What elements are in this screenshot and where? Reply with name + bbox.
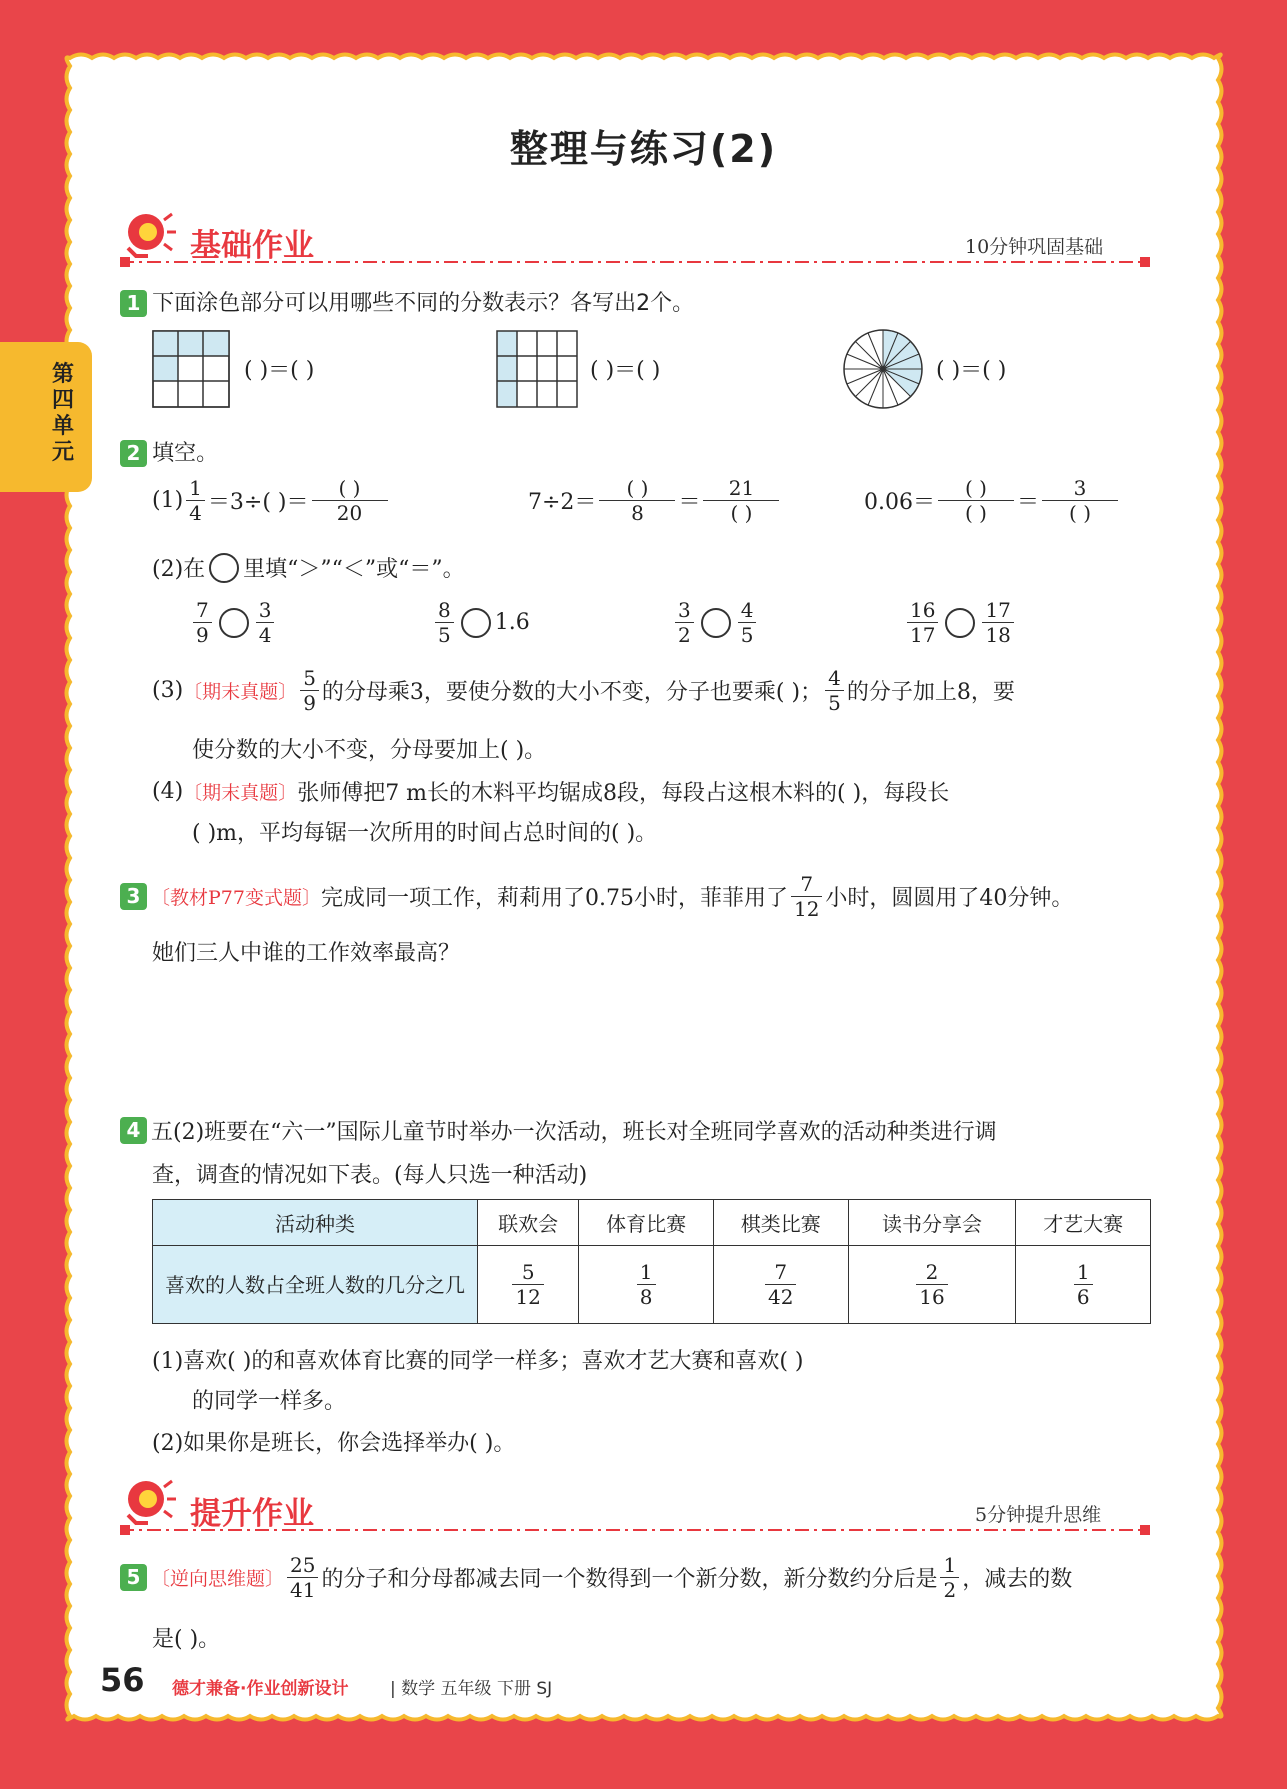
part-text[interactable]: 张师傅把7 m长的木料平均锯成8段，每段占这根木料的( )，每段长 (297, 781, 950, 806)
section-note-basic: 10分钟巩固基础 (965, 236, 1104, 258)
question-text: 五(2)班要在“六一”国际儿童节时举办一次活动，班长对全班同学喜欢的活动种类进行调 (151, 1120, 997, 1145)
table-column-header: 棋类比赛 (713, 1200, 848, 1246)
compare-circle[interactable] (461, 608, 491, 638)
table-header-label: 活动种类 (153, 1200, 478, 1246)
fraction-blank[interactable]: $\frac{( )}{8}$ (599, 476, 675, 525)
question-text: 填空。 (152, 441, 219, 466)
pie-figure-3 (842, 328, 924, 410)
question-1 (120, 286, 694, 317)
equation-text: 0.06＝ (864, 490, 935, 515)
question-text: 的分子和分母都减去同一个数得到一个新分数，新分数约分后是 (321, 1567, 938, 1592)
q1-blank-1[interactable]: ( )＝( ) (244, 358, 315, 383)
footer-info: | 数学 五年级 下册 SJ (390, 1679, 553, 1699)
compare-4: $\frac{16}{17}$ $\frac{17}{18}$ (904, 598, 1017, 647)
question-5: 5 〔逆向思维题〕 $\frac{25}{41}$ 的分子和分母都减去同一个数得到一个新分数，新分数约分后是 $\frac{1}{2}$ ，减去的数 (120, 1553, 1072, 1602)
question-4 (120, 1115, 997, 1146)
table-cell: $\frac{7}{42}$ (713, 1246, 848, 1324)
lightbulb-icon (118, 1475, 178, 1530)
page-number: 56 (100, 1661, 145, 1699)
unit-label: 第四单元 (52, 362, 75, 465)
part-text: (2)在 (152, 557, 206, 582)
question-number: 3 (120, 883, 147, 910)
fraction: $\frac{1}{4}$ (186, 476, 205, 525)
compare-2: $\frac{8}{5}$ 1.6 (432, 598, 530, 647)
question-5-line2[interactable]: 是( )。 (152, 1627, 221, 1652)
compare-circle-icon (209, 553, 239, 583)
q4-sub2[interactable]: (2)如果你是班长，你会选择举办( )。 (152, 1431, 516, 1456)
equals-sign: ＝ (678, 490, 701, 515)
table-column-header: 读书分享会 (848, 1200, 1016, 1246)
textbook-tag: 〔教材P77变式题〕 (151, 887, 321, 909)
part-label: (4) (152, 779, 184, 804)
table-column-header: 才艺大赛 (1016, 1200, 1151, 1246)
table-column-header: 体育比赛 (579, 1200, 714, 1246)
part-text: 的分子加上8，要 (846, 680, 1015, 705)
section-note-advanced: 5分钟提升思维 (975, 1504, 1102, 1526)
question-text: 下面涂色部分可以用哪些不同的分数表示？各写出2个。 (152, 291, 695, 316)
thinking-tag: 〔逆向思维题〕 (151, 1568, 285, 1590)
compare-circle[interactable] (701, 608, 731, 638)
table-column-header: 联欢会 (478, 1200, 579, 1246)
question-3: 3 〔教材P77变式题〕 完成同一项工作，莉莉用了0.75小时，菲菲用了 $\frac{7}{12}$ 小时，圆圆用了40分钟。 (120, 872, 1073, 921)
table-cell: $\frac{2}{16}$ (848, 1246, 1016, 1324)
equation-text: 7÷2＝ (528, 490, 597, 515)
footer-brand: 德才兼备·作业创新设计 (172, 1679, 349, 1699)
fraction-blank[interactable]: $\frac{21}{( )}$ (703, 476, 779, 525)
compare-3: $\frac{3}{2}$ $\frac{4}{5}$ (672, 598, 759, 647)
section-title-basic: 基础作业 (190, 228, 314, 264)
q1-blank-2[interactable]: ( )＝( ) (590, 358, 661, 383)
q2-part2-instruction (152, 552, 465, 583)
q1-blank-3[interactable]: ( )＝( ) (936, 358, 1007, 383)
activity-table (152, 1199, 1151, 1324)
q2-part4 (152, 776, 949, 807)
grid-figure-1 (152, 330, 230, 408)
q2-part3-line2[interactable]: 使分数的大小不变，分母要加上( )。 (192, 738, 547, 763)
q2-part3: (3) 〔期末真题〕 $\frac{5}{9}$ 的分母乘3，要使分数的大小不变，分子也要乘( )； $\frac{4}{5}$ 的分子加上8，要 (152, 666, 1015, 715)
question-text: 小时，圆圆用了40分钟。 (825, 886, 1074, 911)
table-cell: $\frac{5}{12}$ (478, 1246, 579, 1324)
q4-sub1-line2: 的同学一样多。 (192, 1389, 347, 1414)
question-3-line2: 她们三人中谁的工作效率最高？ (152, 941, 461, 966)
question-number: 5 (120, 1564, 147, 1591)
table-row-label: 喜欢的人数占全班人数的几分之几 (153, 1246, 478, 1324)
page-title: 整理与练习(2) (509, 127, 778, 171)
equation-text[interactable]: ＝3÷( )＝ (207, 490, 309, 515)
section-divider (120, 255, 1160, 269)
part-text[interactable]: 的分母乘3，要使分数的大小不变，分子也要乘( )； (321, 680, 823, 705)
fraction-blank[interactable]: $\frac{3}{( )}$ (1042, 476, 1118, 525)
table-row (153, 1246, 1151, 1324)
equals-sign: ＝ (1017, 490, 1040, 515)
compare-circle[interactable] (219, 608, 249, 638)
part-text: 里填“＞”“＜”或“＝”。 (243, 557, 465, 582)
question-2 (120, 436, 218, 467)
table-cell: $\frac{1}{8}$ (579, 1246, 714, 1324)
compare-circle[interactable] (945, 608, 975, 638)
q2-part1-c (864, 476, 1121, 525)
question-number: 2 (120, 440, 147, 467)
part-label: (1) (152, 488, 184, 513)
part-label: (3) (152, 678, 184, 703)
q2-part1-a (152, 476, 391, 525)
question-text: ，减去的数 (962, 1567, 1073, 1592)
fraction-blank[interactable]: $\frac{( )}{20}$ (312, 476, 388, 525)
question-text: 完成同一项工作，莉莉用了0.75小时，菲菲用了 (320, 886, 788, 911)
unit-side-tab (0, 342, 92, 492)
section-title-advanced: 提升作业 (190, 1496, 314, 1532)
q2-part1-b (528, 476, 782, 525)
question-4-line2: 查，调查的情况如下表。(每人只选一种活动) (152, 1163, 588, 1188)
table-cell: $\frac{1}{6}$ (1016, 1246, 1151, 1324)
question-number: 4 (120, 1117, 147, 1144)
section-divider (120, 1523, 1160, 1537)
grid-figure-2 (496, 330, 578, 408)
q4-sub1[interactable]: (1)喜欢( )的和喜欢体育比赛的同学一样多；喜欢才艺大赛和喜欢( ) (152, 1349, 804, 1374)
q2-part4-line2[interactable]: ( )m，平均每锯一次所用的时间占总时间的( )。 (192, 821, 658, 846)
compare-1: $\frac{7}{9}$ $\frac{3}{4}$ (190, 598, 277, 647)
fraction-blank[interactable]: $\frac{( )}{( )}$ (938, 476, 1014, 525)
exam-tag: 〔期末真题〕 (183, 681, 298, 703)
question-number: 1 (120, 290, 147, 317)
exam-tag: 〔期末真题〕 (183, 782, 298, 804)
decimal-value: 1.6 (494, 610, 530, 635)
table-row (153, 1200, 1151, 1246)
